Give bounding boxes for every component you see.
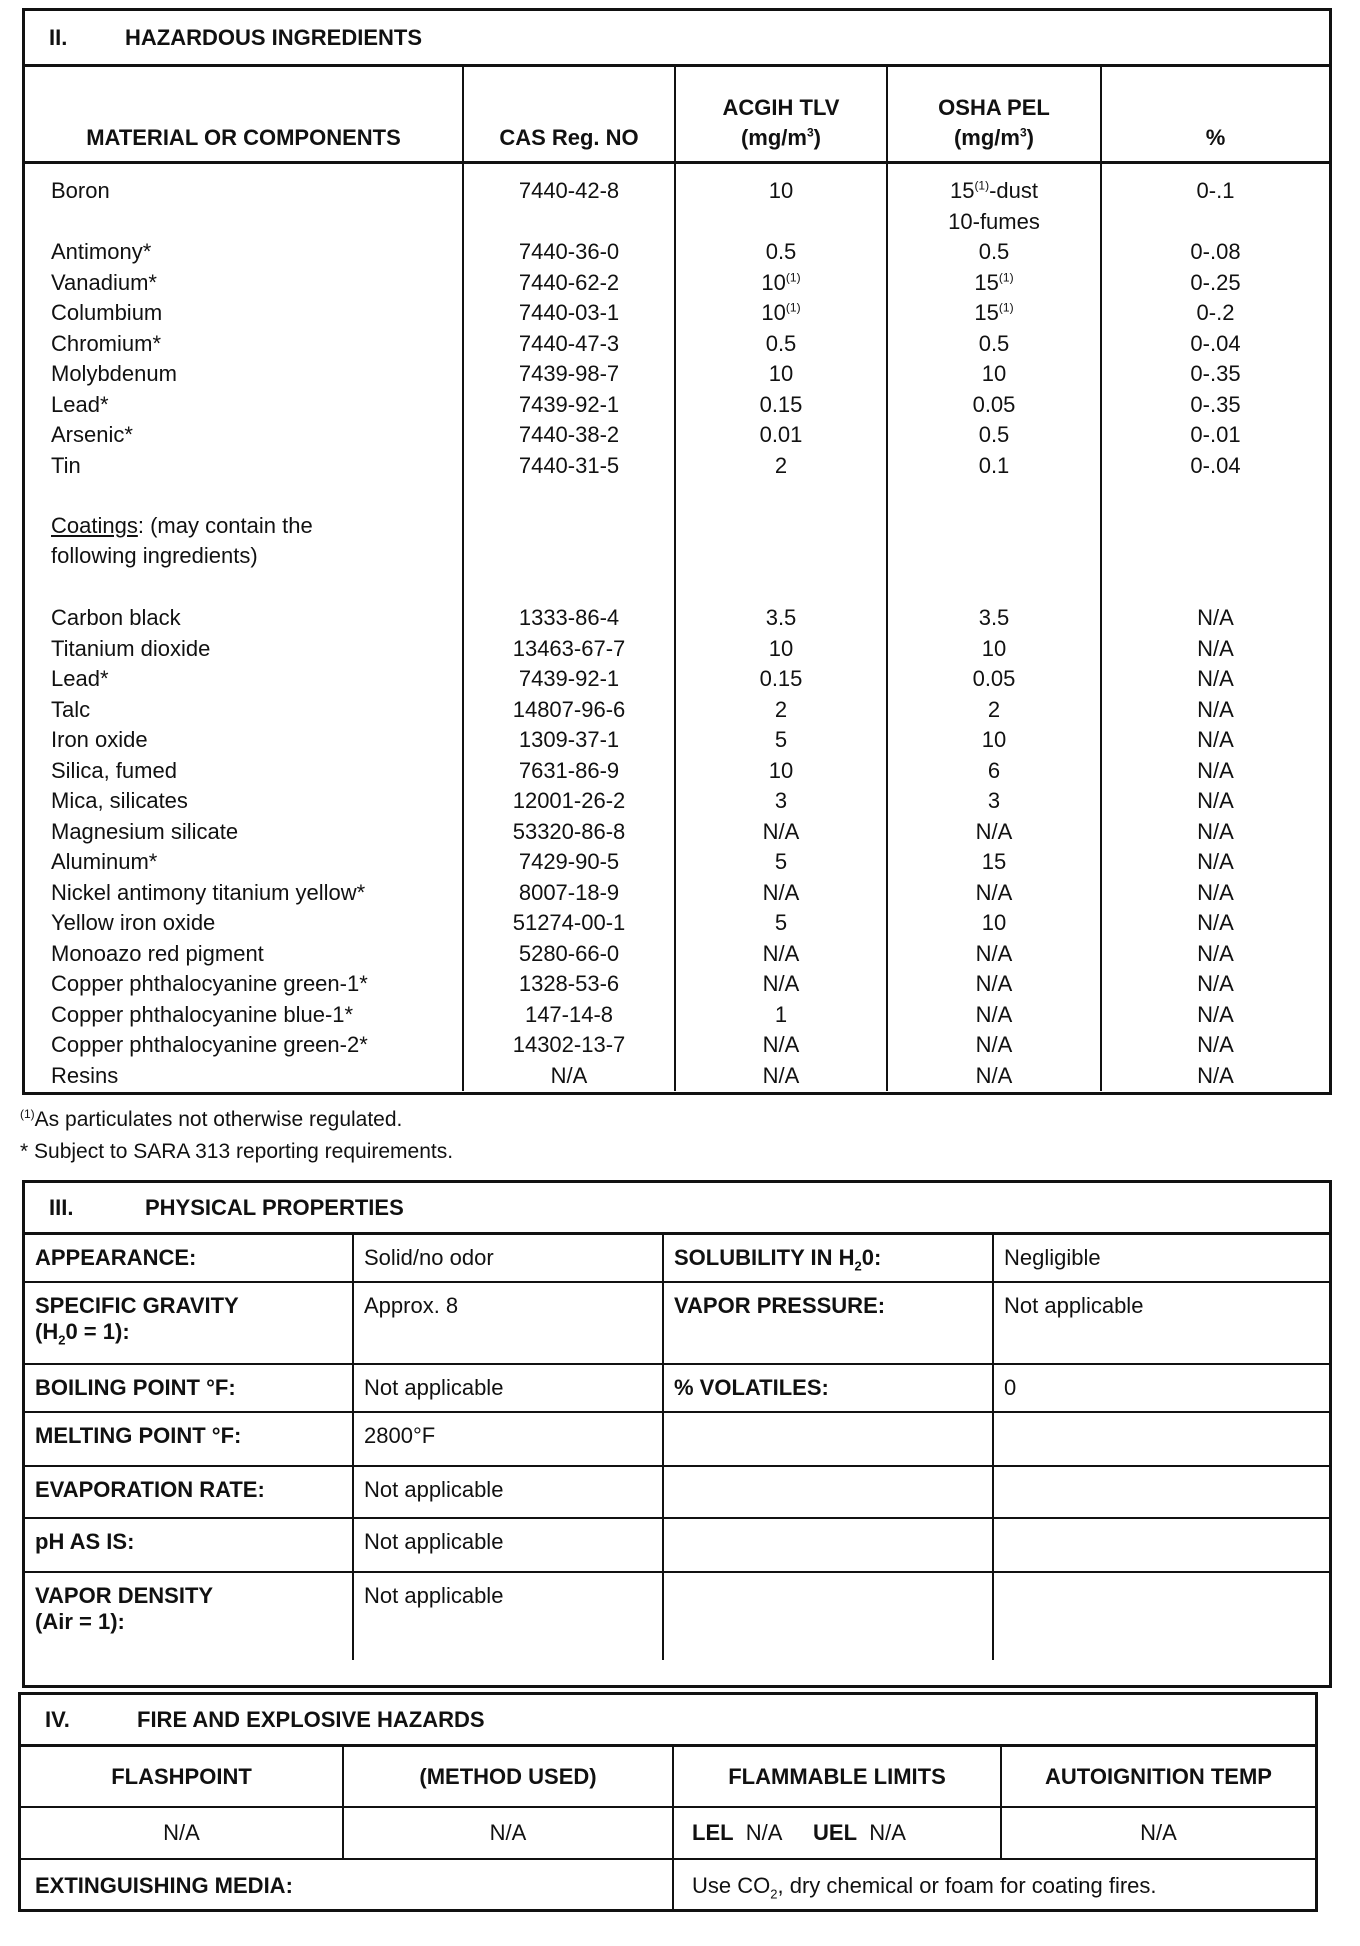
col-header-tlv: ACGIH TLV $(mg/m^3)$	[675, 67, 887, 163]
material-name: Antimony*	[25, 237, 463, 268]
material-name: Silica, fumed	[25, 756, 463, 787]
acgih-tlv: 2	[675, 695, 887, 726]
acgih-tlv: 5	[675, 847, 887, 878]
volatiles-label: % VOLATILES:	[663, 1364, 993, 1412]
acgih-tlv: 10	[675, 756, 887, 787]
hazardous-ingredients-section	[22, 8, 1332, 1095]
osha-pel: 15	[887, 847, 1101, 878]
acgih-tlv: 0.5	[675, 329, 887, 360]
fire-hazards-table	[21, 1747, 1315, 1911]
method-used-value: N/A	[343, 1807, 673, 1859]
material-name: Arsenic*	[25, 420, 463, 451]
boiling-point-value: Not applicable	[353, 1364, 663, 1412]
acgih-tlv: 2	[675, 451, 887, 482]
cas-number: 14807-96-6	[463, 695, 675, 726]
property-row	[25, 1364, 1329, 1412]
table-row	[25, 817, 1329, 848]
coatings-label-row	[25, 511, 1329, 573]
section-header	[25, 1183, 1329, 1235]
acgih-tlv: N/A	[675, 969, 887, 1000]
osha-pel: 15$^{(1)}$	[887, 298, 1101, 329]
osha-pel: N/A	[887, 1061, 1101, 1092]
table-row	[25, 939, 1329, 970]
cas-number: 7439-92-1	[463, 664, 675, 695]
cas-number: 7440-31-5	[463, 451, 675, 482]
acgih-tlv: N/A	[675, 817, 887, 848]
acgih-tlv: N/A	[675, 1030, 887, 1061]
table-row	[25, 390, 1329, 421]
table-row	[25, 847, 1329, 878]
flammable-limits-value: LEL N/A UEL N/A	[673, 1807, 1001, 1859]
evaporation-rate-label: EVAPORATION RATE:	[25, 1466, 353, 1518]
cas-number: 147-14-8	[463, 1000, 675, 1031]
osha-pel: 10	[887, 725, 1101, 756]
table-row	[25, 603, 1329, 634]
fire-header-row	[21, 1747, 1315, 1807]
acgih-tlv: 10$^{(1)}$	[675, 268, 887, 299]
percent: N/A	[1197, 757, 1234, 783]
cas-number: 1309-37-1	[463, 725, 675, 756]
table-row	[25, 1030, 1329, 1061]
percent: N/A	[1197, 879, 1234, 905]
cas-number: 7631-86-9	[463, 756, 675, 787]
material-name: Chromium*	[25, 329, 463, 360]
percent: N/A	[1197, 1001, 1234, 1027]
osha-pel: N/A	[887, 878, 1101, 909]
table-row	[25, 329, 1329, 360]
autoignition-value: N/A	[1001, 1807, 1315, 1859]
evaporation-rate-value: Not applicable	[353, 1466, 663, 1518]
acgih-tlv	[675, 207, 887, 238]
melting-point-label: MELTING POINT °F:	[25, 1412, 353, 1466]
material-name: Aluminum*	[25, 847, 463, 878]
section-header	[25, 11, 1329, 67]
cas-number	[463, 207, 675, 238]
material-name: Titanium dioxide	[25, 634, 463, 665]
osha-pel: 0.05	[887, 390, 1101, 421]
table-row	[25, 163, 1329, 207]
material-name: Copper phthalocyanine blue-1*	[25, 1000, 463, 1031]
col-header-percent: %	[1101, 67, 1329, 163]
material-name	[25, 207, 463, 238]
material-name: Iron oxide	[25, 725, 463, 756]
appearance-label: APPEARANCE:	[25, 1235, 353, 1282]
percent: N/A	[1197, 727, 1234, 752]
ingredients-table	[25, 67, 1329, 1091]
cas-number: 12001-26-2	[463, 786, 675, 817]
material-name: Lead*	[25, 390, 463, 421]
osha-pel: 2	[887, 695, 1101, 726]
acgih-tlv: 0.01	[675, 420, 887, 451]
percent: 0-.1	[1196, 178, 1235, 203]
osha-pel: 10-fumes	[887, 207, 1101, 238]
coatings-label-rows	[25, 481, 1329, 603]
section-title: PHYSICAL PROPERTIES	[145, 1194, 404, 1220]
osha-pel: 15$^{(1)}$-dust	[887, 163, 1101, 207]
coatings-label: Coatings: (may contain the following ingredients)	[51, 513, 313, 568]
table-row	[25, 786, 1329, 817]
table-row	[25, 969, 1329, 1000]
acgih-tlv: 3	[675, 786, 887, 817]
material-name: Boron	[25, 163, 463, 207]
melting-point-value: 2800°F	[353, 1412, 663, 1466]
table-row	[25, 1000, 1329, 1031]
material-name: Yellow iron oxide	[25, 908, 463, 939]
flashpoint-value: N/A	[21, 1807, 343, 1859]
cas-number: 14302-13-7	[463, 1030, 675, 1061]
cas-number: 53320-86-8	[463, 817, 675, 848]
ph-value: Not applicable	[353, 1518, 663, 1572]
percent: N/A	[1197, 1032, 1234, 1057]
osha-pel: 0.5	[887, 420, 1101, 451]
cas-number: 7429-90-5	[463, 847, 675, 878]
property-row	[25, 1412, 1329, 1466]
col-header-material: MATERIAL OR COMPONENTS	[25, 67, 463, 163]
osha-pel: N/A	[887, 817, 1101, 848]
cas-number: 7440-47-3	[463, 329, 675, 360]
osha-pel: 3	[887, 786, 1101, 817]
percent: 0-.2	[1196, 300, 1235, 325]
col-header-pel: OSHA PEL $(mg/m^3)$	[887, 67, 1101, 163]
table-row	[25, 695, 1329, 726]
vapor-pressure-label: VAPOR PRESSURE:	[663, 1282, 993, 1364]
osha-pel: 6	[887, 756, 1101, 787]
boiling-point-label: BOILING POINT °F:	[25, 1364, 353, 1412]
material-name: Nickel antimony titanium yellow*	[25, 878, 463, 909]
material-name: Lead*	[25, 664, 463, 695]
osha-pel: N/A	[887, 969, 1101, 1000]
property-row	[25, 1466, 1329, 1518]
acgih-tlv: 3.5	[675, 603, 887, 634]
section-number: IV.	[45, 1706, 70, 1732]
acgih-tlv: 5	[675, 908, 887, 939]
percent: 0-.04	[1190, 330, 1241, 356]
table-row	[25, 878, 1329, 909]
table-row	[25, 451, 1329, 482]
percent: N/A	[1197, 940, 1234, 966]
osha-pel: 10	[887, 359, 1101, 390]
cas-number: 7439-92-1	[463, 390, 675, 421]
material-name: Carbon black	[25, 603, 463, 634]
acgih-tlv: 5	[675, 725, 887, 756]
autoignition-header: AUTOIGNITION TEMP	[1001, 1747, 1315, 1807]
section-title: FIRE AND EXPLOSIVE HAZARDS	[137, 1706, 485, 1732]
percent: N/A	[1197, 635, 1234, 661]
cas-number: N/A	[463, 1061, 675, 1092]
specific-gravity-label: SPECIFIC GRAVITY $(H_20 = 1)$:	[25, 1282, 353, 1364]
property-row	[25, 1572, 1329, 1660]
osha-pel: 0.5	[887, 237, 1101, 268]
cas-number: 1333-86-4	[463, 603, 675, 634]
property-row	[25, 1282, 1329, 1364]
table-row	[25, 237, 1329, 268]
percent: N/A	[1197, 605, 1234, 630]
vapor-density-label: VAPOR DENSITY (Air = 1):	[25, 1572, 353, 1660]
physical-properties-section	[22, 1180, 1332, 1688]
percent: N/A	[1197, 1062, 1234, 1088]
solubility-label: SOLUBILITY IN $H_20$:	[663, 1235, 993, 1282]
acgih-tlv: 10	[675, 634, 887, 665]
percent: 0-.35	[1190, 391, 1241, 417]
section-number: II.	[49, 24, 68, 50]
percent: 0-.04	[1190, 452, 1241, 478]
cas-number: 7440-38-2	[463, 420, 675, 451]
osha-pel: N/A	[887, 1000, 1101, 1031]
physical-properties-table	[25, 1235, 1329, 1660]
acgih-tlv: 10$^{(1)}$	[675, 298, 887, 329]
section-number: III.	[49, 1194, 74, 1220]
percent: N/A	[1197, 849, 1234, 874]
osha-pel: N/A	[887, 1030, 1101, 1061]
material-name: Molybdenum	[25, 359, 463, 390]
percent: N/A	[1197, 696, 1234, 722]
material-name: Columbium	[25, 298, 463, 329]
fire-explosive-hazards-section	[18, 1692, 1318, 1912]
osha-pel: N/A	[887, 939, 1101, 970]
percent: 0-.35	[1190, 361, 1241, 386]
extinguishing-media-row	[21, 1859, 1315, 1911]
percent: N/A	[1197, 971, 1234, 996]
table-row	[25, 908, 1329, 939]
acgih-tlv: N/A	[675, 939, 887, 970]
osha-pel: 10	[887, 634, 1101, 665]
percent: N/A	[1197, 788, 1234, 813]
percent	[1101, 207, 1329, 238]
percent: 0-.08	[1190, 239, 1241, 264]
section-header	[21, 1695, 1315, 1747]
table-row	[25, 359, 1329, 390]
table-row	[25, 207, 1329, 238]
property-row	[25, 1235, 1329, 1282]
property-row	[25, 1518, 1329, 1572]
metals-rows	[25, 163, 1329, 482]
material-name: Vanadium*	[25, 268, 463, 299]
coatings-rows	[25, 603, 1329, 1091]
acgih-tlv: 0.5	[675, 237, 887, 268]
material-name: Talc	[25, 695, 463, 726]
acgih-tlv: N/A	[675, 1061, 887, 1092]
material-name: Copper phthalocyanine green-2*	[25, 1030, 463, 1061]
section-title: HAZARDOUS INGREDIENTS	[125, 24, 423, 50]
acgih-tlv: N/A	[675, 878, 887, 909]
table-row	[25, 420, 1329, 451]
acgih-tlv: 10	[675, 359, 887, 390]
table-row	[25, 1061, 1329, 1092]
material-name: Tin	[25, 451, 463, 482]
osha-pel: 0.5	[887, 329, 1101, 360]
footnote-1: $^{(1)}$As particulates not otherwise regulated.	[20, 1107, 403, 1131]
cas-number: 7439-98-7	[463, 359, 675, 390]
appearance-value: Solid/no odor	[353, 1235, 663, 1282]
cas-number: 8007-18-9	[463, 878, 675, 909]
acgih-tlv: 0.15	[675, 390, 887, 421]
cas-number: 7440-36-0	[463, 237, 675, 268]
flammable-limits-header: FLAMMABLE LIMITS	[673, 1747, 1001, 1807]
table-row	[25, 664, 1329, 695]
cas-number: 7440-03-1	[463, 298, 675, 329]
extinguishing-media-label: EXTINGUISHING MEDIA:	[21, 1859, 673, 1911]
osha-pel: 3.5	[887, 603, 1101, 634]
ph-label: pH AS IS:	[25, 1518, 353, 1572]
vapor-density-value: Not applicable	[353, 1572, 663, 1660]
material-name: Copper phthalocyanine green-1*	[25, 969, 463, 1000]
solubility-value: Negligible	[993, 1235, 1329, 1282]
percent: N/A	[1197, 910, 1234, 935]
cas-number: 13463-67-7	[463, 634, 675, 665]
table-row	[25, 634, 1329, 665]
extinguishing-media-value: Use $CO_2$, dry chemical or foam for coating fires.	[692, 1872, 1157, 1901]
material-name: Monoazo red pigment	[25, 939, 463, 970]
material-name: Mica, silicates	[25, 786, 463, 817]
fire-values-row	[21, 1807, 1315, 1859]
col-header-cas: CAS Reg. NO	[463, 67, 675, 163]
percent: 0-.01	[1190, 422, 1241, 447]
cas-number: 1328-53-6	[463, 969, 675, 1000]
percent: N/A	[1197, 818, 1234, 844]
acgih-tlv: 10	[675, 163, 887, 207]
acgih-tlv: 1	[675, 1000, 887, 1031]
cas-number: 7440-62-2	[463, 268, 675, 299]
table-row	[25, 298, 1329, 329]
footnote-2: * Subject to SARA 313 reporting requirements.	[20, 1140, 454, 1163]
cas-number: 51274-00-1	[463, 908, 675, 939]
volatiles-value: 0	[993, 1364, 1329, 1412]
flashpoint-header: FLASHPOINT	[21, 1747, 343, 1807]
method-used-header: (METHOD USED)	[343, 1747, 673, 1807]
material-name: Magnesium silicate	[25, 817, 463, 848]
percent: N/A	[1197, 666, 1234, 691]
cas-number: 7440-42-8	[463, 163, 675, 207]
osha-pel: 10	[887, 908, 1101, 939]
osha-pel: 0.05	[887, 664, 1101, 695]
specific-gravity-value: Approx. 8	[353, 1282, 663, 1364]
table-row	[25, 268, 1329, 299]
material-name: Resins	[25, 1061, 463, 1092]
osha-pel: 15$^{(1)}$	[887, 268, 1101, 299]
spacer-row	[25, 573, 1329, 603]
percent: 0-.25	[1190, 269, 1241, 295]
cas-number: 5280-66-0	[463, 939, 675, 970]
acgih-tlv: 0.15	[675, 664, 887, 695]
table-row	[25, 756, 1329, 787]
spacer-row	[25, 481, 1329, 511]
osha-pel: 0.1	[887, 451, 1101, 482]
table-header-row	[25, 67, 1329, 163]
vapor-pressure-value: Not applicable	[993, 1282, 1329, 1364]
table-row	[25, 725, 1329, 756]
